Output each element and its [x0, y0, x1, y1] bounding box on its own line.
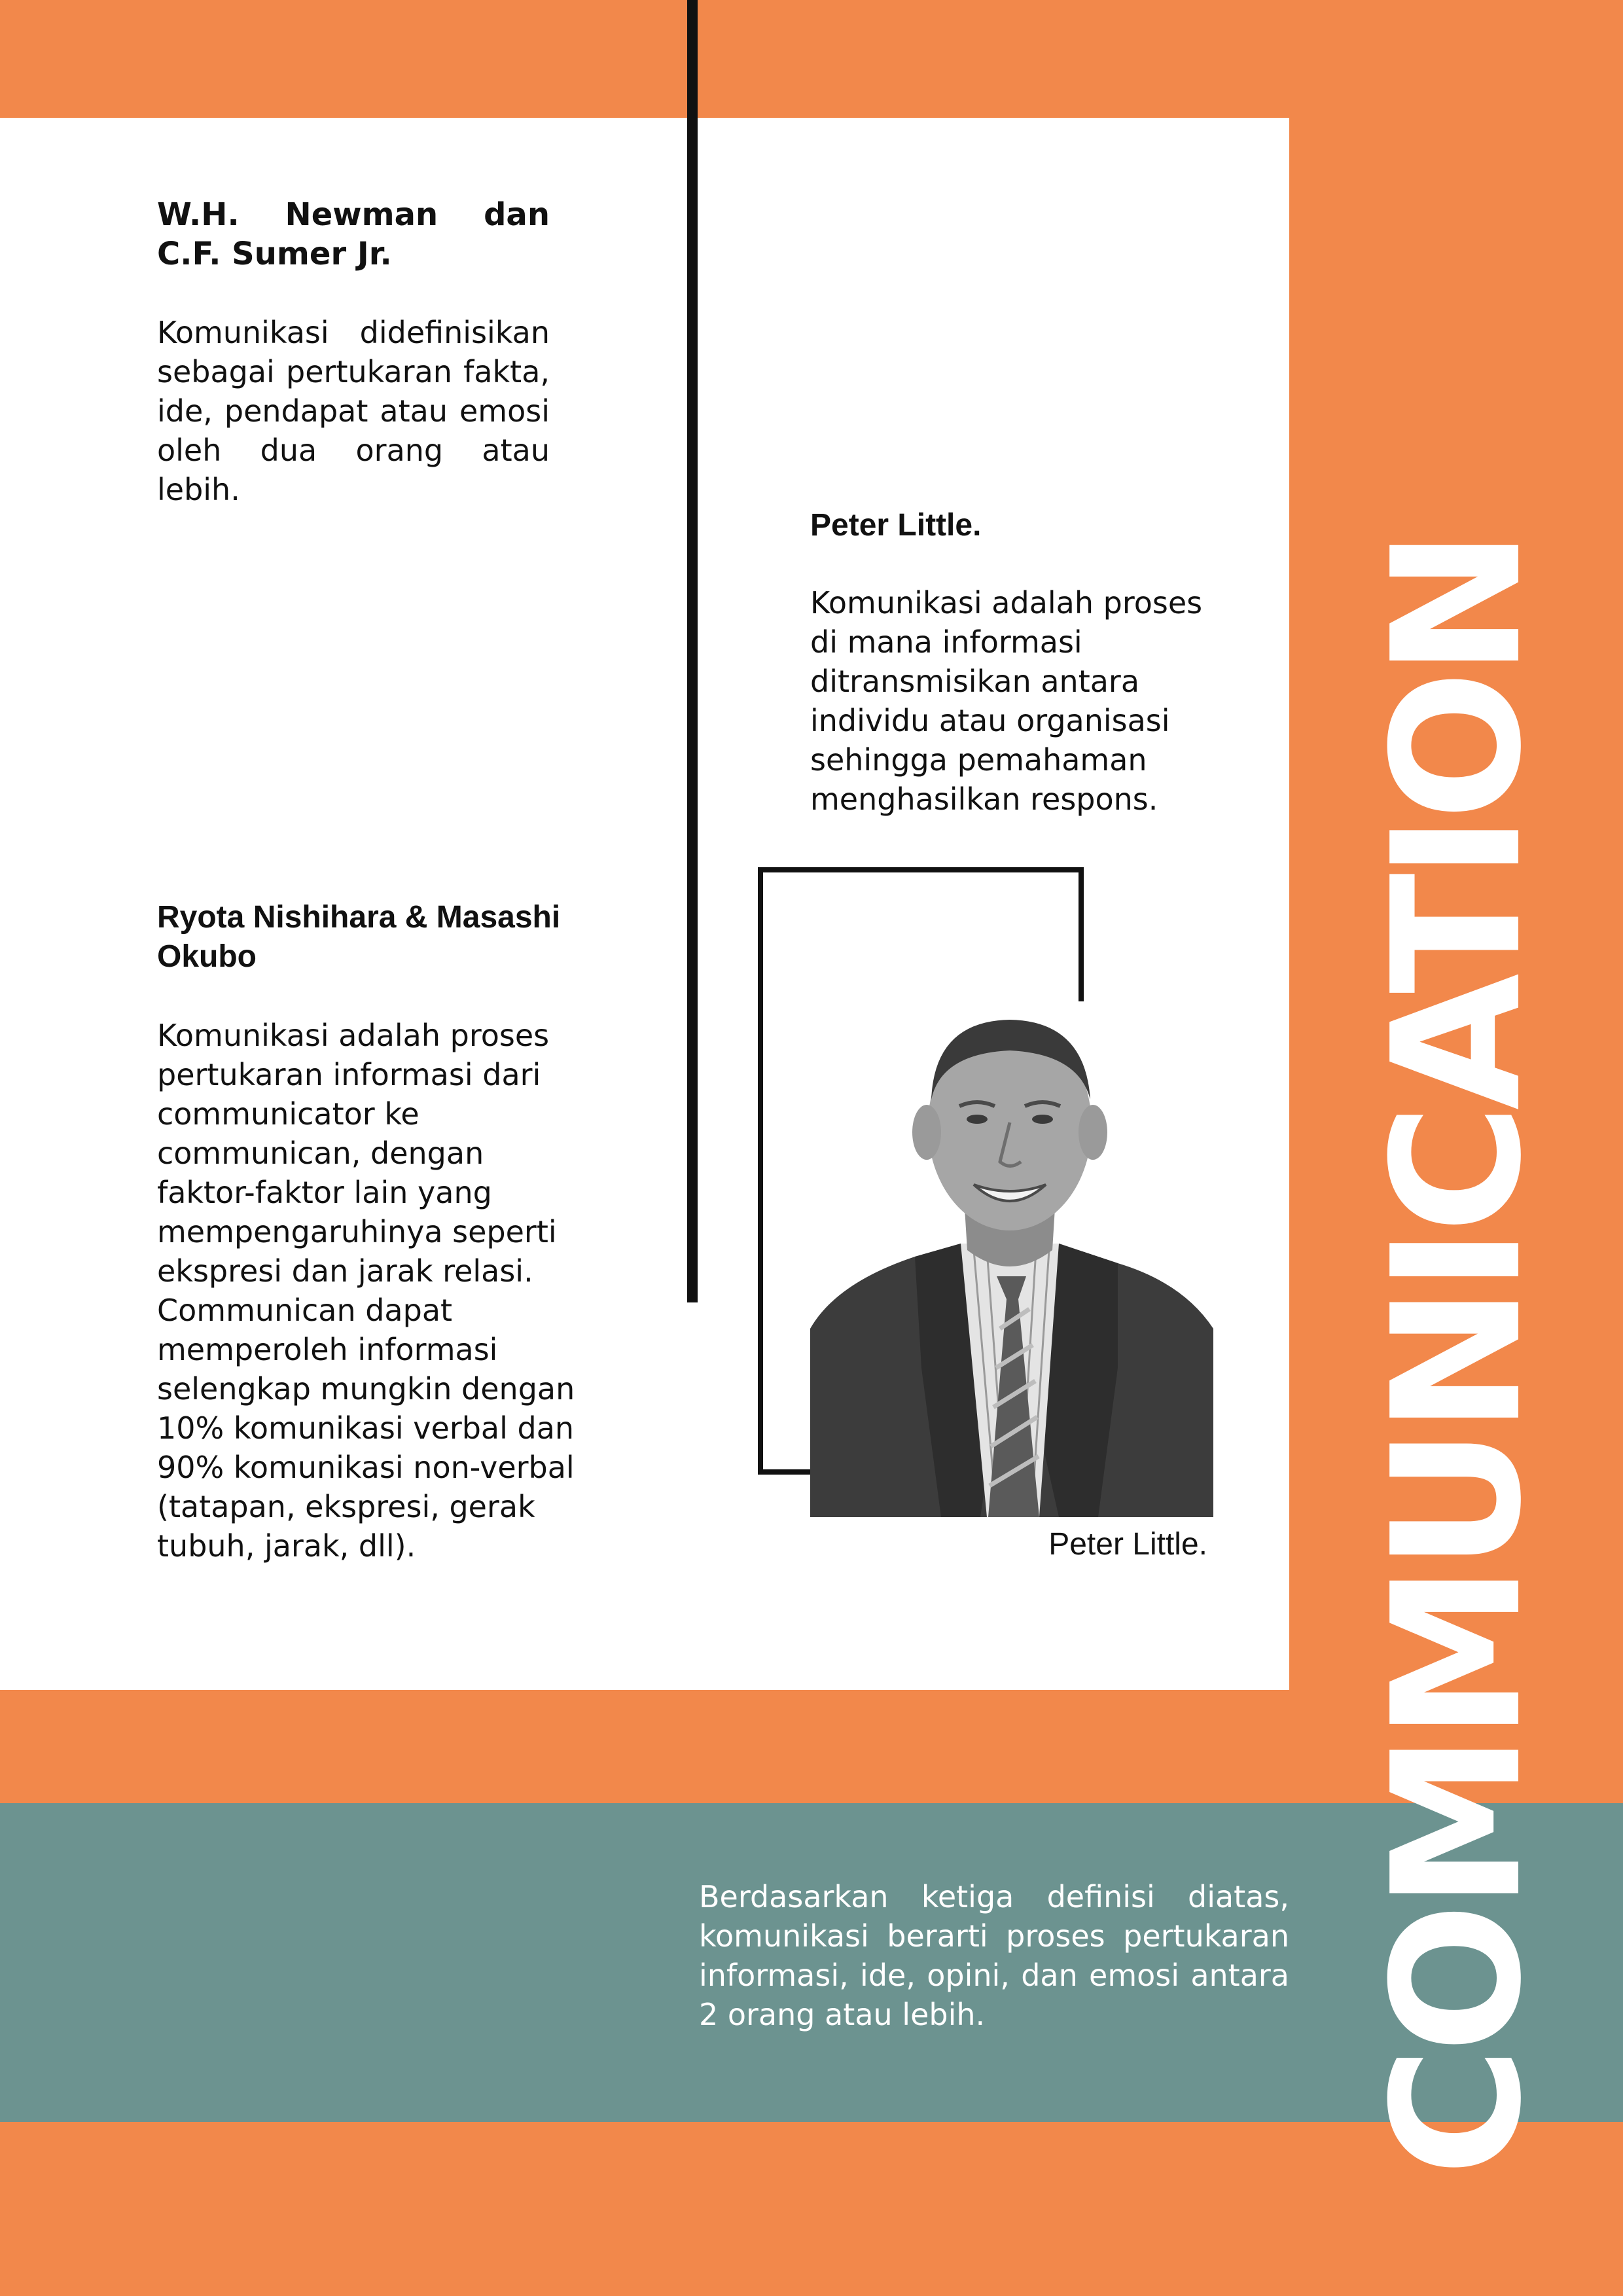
newman-author-heading: W.H. Newman dan C.F. Sumer Jr.	[157, 196, 550, 272]
nishihara-definition-text: Komunikasi adalah proses pertukaran informasi dari communicator ke communican, dengan faktor-faktor lain yang mempengaruhinya seperti ekspresi dan jarak relasi. Communican dapat memperoleh informasi selengkap mungkin dengan 10% komunikasi verbal dan 90% komunikasi non-verbal (tatapan, ekspresi, gerak tubuh, jarak, dll).	[157, 1018, 575, 1564]
vertical-divider	[687, 0, 698, 1302]
newman-definition-text: Komunikasi didefinisikan sebagai pertukaran fakta, ide, pendapat atau emosi oleh dua orang atau lebih.	[157, 315, 550, 507]
portrait-photo	[810, 1001, 1213, 1517]
little-definition-text: Komunikasi adalah proses di mana informasi ditransmisikan antara individu atau organisasi sehingga pemahaman menghasilkan respons.	[810, 585, 1203, 817]
summary-text: Berdasarkan ketiga definisi diatas, komunikasi berarti proses pertukaran informasi, ide, opini, dan emosi antara 2 orang atau lebih.	[699, 1879, 1289, 2032]
vertical-title: COMMUNICATION	[1354, 535, 1560, 2176]
nishihara-author-heading: Ryota Nishihara & Masashi Okubo	[157, 900, 561, 974]
little-author-heading: Peter Little.	[810, 508, 982, 543]
photo-caption: Peter Little.	[1048, 1527, 1207, 1562]
